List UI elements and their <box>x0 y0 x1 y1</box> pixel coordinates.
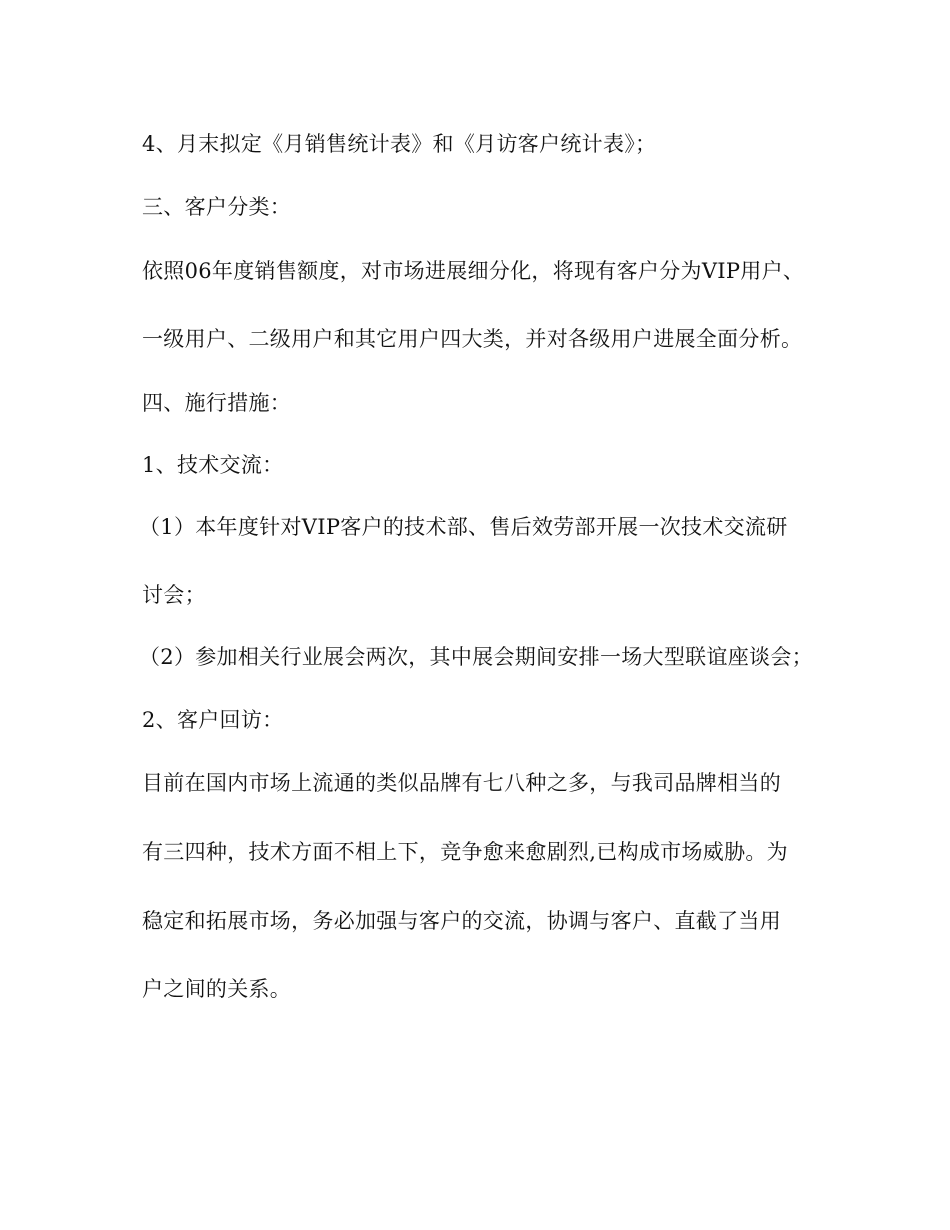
paragraph-line: 稳定和拓展市场，务必加强与客户的交流，协调与客户、直截了当用 <box>142 909 781 933</box>
list-item-month-end-reports: 4、月末拟定《月销售统计表》和《月访客户统计表》； <box>142 132 657 156</box>
paragraph-line: 一级用户、二级用户和其它用户四大类，并对各级用户进展全面分析。 <box>142 327 803 351</box>
section-heading-measures: 四、施行措施： <box>142 391 292 415</box>
subsection-heading-tech-exchange: 1、技术交流： <box>142 453 284 477</box>
list-item-vip-seminar: （1）本年度针对VIP客户的技术部、售后效劳部开展一次技术交流研 <box>139 515 788 539</box>
paragraph-line: 有三四种，技术方面不相上下，竞争愈来愈剧烈,已构成市场威胁。为 <box>142 840 788 864</box>
paragraph-line: 依照06年度销售额度，对市场进展细分化，将现有客户分为VIP用户、 <box>142 259 805 283</box>
section-heading-customer-classification: 三、客户分类： <box>142 195 292 219</box>
paragraph-line: 户之间的关系。 <box>142 977 292 1001</box>
subsection-heading-customer-visits: 2、客户回访： <box>142 708 284 732</box>
paragraph-line: 讨会； <box>142 583 206 607</box>
list-item-trade-shows: （2）参加相关行业展会两次，其中展会期间安排一场大型联谊座谈会； <box>139 645 813 669</box>
paragraph-line: 目前在国内市场上流通的类似品牌有七八种之多，与我司品牌相当的 <box>142 771 781 795</box>
